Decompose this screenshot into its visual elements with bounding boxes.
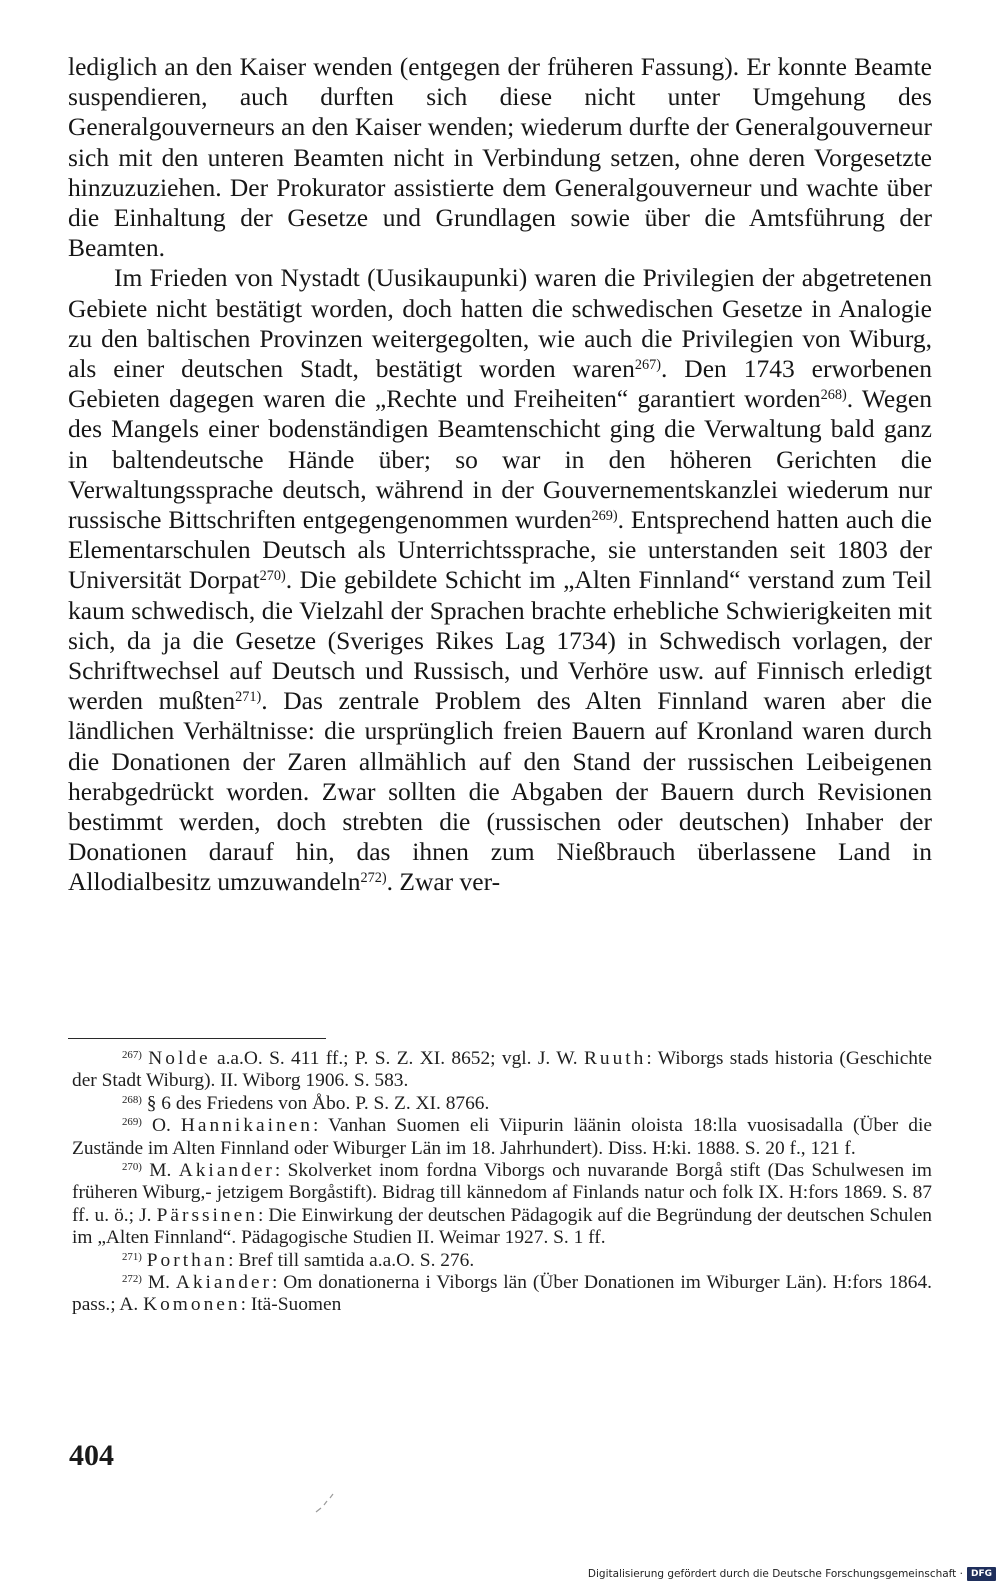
text-run: . Entsprechend hatten auch die Elementarschulen Deutsch als Unterrichtssprache, sie unterstanden seit 1803 der Universität Dorpat <box>68 505 932 595</box>
footnote-272 <box>72 1272 932 1317</box>
text-run: . Den 1743 erworbenen Gebieten dagegen waren die „Rechte und Freiheiten“ garantiert worden <box>68 354 932 414</box>
text-run: . Das zentrale Problem des Alten Finnland waren aber die ländlichen Verhältnisse: die ursprünglich freien Bauern auf Kronland waren durch die Donationen der Zaren allmählich auf den Stand der russischen Leibeigenen herabgedrückt worden. Zwar sollten die Abgaben der Bauern durch Revisionen bestimmt werden, doch strebten die (russischen oder deutschen) Inhaber der Donationen darauf hin, das ihnen zum Nießbrauch überlassene Land in Allodialbesitz umzuwandeln <box>68 686 933 897</box>
text-run: M. <box>147 1272 176 1294</box>
footnote-reference: 270) <box>259 568 286 585</box>
digitization-credit-text: Digitalisierung gefördert durch die Deutsche Forschungsgemeinschaft · <box>587 1568 963 1580</box>
body-paragraph-1 <box>68 52 932 263</box>
footnote-269 <box>72 1115 932 1160</box>
footnote-reference: 272) <box>360 870 387 887</box>
text-run: : Wiborgs stads historia (Geschichte der Stadt Wiburg). II. Wiborg 1906. S. 583. <box>72 1048 932 1092</box>
footnote-number: 268) <box>122 1093 142 1106</box>
footnote-267 <box>72 1048 932 1093</box>
text-run: . Wegen des Mangels einer bodenständigen Beamtenschicht ging die Verwaltung bald ganz in baltendeutsche Hände über; so war in den höheren Gerichten die Verwaltungssprache deutsch, während in der Gouvernementskanzlei wiederum nur russische Bittschriften entgegengenommen wurden <box>68 384 932 535</box>
footnote-number: 270) <box>122 1161 142 1174</box>
text-run: : Skolverket inom fordna Viborgs och nuvarande Borgå stift (Das Schulwesen im früheren Wiburg,- jetzigem Borgåstift). Bidrag till kännedom af Finlands natur och folk IX. H:fors 1869. S. 87 ff. u. ö.; J. <box>72 1160 933 1226</box>
author-name: Nolde <box>148 1048 211 1069</box>
footnote-number: 269) <box>122 1116 142 1129</box>
text-run: O. <box>151 1115 181 1137</box>
footnote-separator <box>68 1038 326 1039</box>
author-name: Akiander <box>178 1160 275 1182</box>
body-text <box>68 52 932 898</box>
author-name: Hannikainen <box>180 1115 313 1137</box>
text-run: : Vanhan Suomen eli Viipurin läänin oloista 18:lla vuosisadalla (Über die Zustände im Alten Finnland oder Wiburger Län im 18. Jahrhundert). Diss. H:ki. 1888. S. 20 f., 121 f. <box>72 1115 932 1159</box>
text-run: : Om donationerna i Viborgs län (Über Donationen im Wiburger Län). H:fors 1864. pass.; A. <box>72 1272 932 1316</box>
digitization-credit <box>588 1566 996 1582</box>
author-name: Pärssinen <box>156 1204 258 1226</box>
text-run: . Zwar ver- <box>386 867 501 897</box>
text-run: . Die gebildete Schicht im „Alten Finnland“ verstand zum Teil kaum schwedisch, die Vielzahl der Sprachen brachte erhebliche Schwierigkeiten mit sich, da ja die Gesetze (Sveriges Rikes Lag 1734) in Schwedisch vorlagen, der Schriftwechsel auf Deutsch und Russisch, und Verhöre usw. auf Finnisch erledigt werden mußten <box>68 565 932 716</box>
page-number: 404 <box>69 1439 114 1472</box>
text-run: : Die Einwirkung der deutschen Pädagogik auf die Begründung der deutschen Schulen im „Alten Finnland“. Pädagogische Studien II. Weimar 1927. S. 1 ff. <box>72 1204 932 1249</box>
text-run: Im Frieden von Nystadt (Uusikaupunki) waren die Privilegien der abgetretenen Gebiete nicht bestätigt worden, doch hatten die schwedischen Gesetze in Analogie zu den baltischen Provinzen weitergegolten, wie auch die Privilegien von Wiburg, als einer deutschen Stadt, bestätigt worden waren <box>68 263 932 384</box>
footnote-270 <box>72 1160 932 1250</box>
text-run: § 6 des Friedens von Åbo. P. S. Z. XI. 8766. <box>146 1092 490 1114</box>
text-run: lediglich an den Kaiser wenden (entgegen der früheren Fassung). Er konnte Beamte suspendieren, auch durften sich diese nicht unter Umgehung des Generalgouverneurs an den Kaiser wenden; wiederum durfte der Generalgouverneur sich mit den unteren Beamten nicht in Verbindung setzen, ohne deren Vorgesetzte hinzuzuziehen. Der Prokurator assistierte dem Generalgouverneur und wachte über die Einhaltung der Gesetze und Grundlagen sowie über die Amtsführung der Beamten. <box>68 52 932 263</box>
footnote-reference: 269) <box>591 508 618 525</box>
text-run: : Bref till samtida a.a.O. S. 276. <box>228 1249 475 1271</box>
text-run: a.a.O. S. 411 ff.; P. S. Z. XI. 8652; vgl. J. W. <box>210 1048 584 1069</box>
footnote-reference: 268) <box>820 387 847 404</box>
footnote-271 <box>72 1250 932 1272</box>
footnote-number: 271) <box>122 1250 142 1263</box>
text-run: M. <box>149 1160 179 1182</box>
footnote-number: 272) <box>122 1273 142 1286</box>
author-name: Komonen <box>143 1294 241 1316</box>
dfg-logo: DFG <box>967 1567 996 1581</box>
author-name: Ruuth <box>583 1048 647 1069</box>
footnote-number: 267) <box>122 1049 142 1062</box>
body-paragraph-2 <box>68 263 932 897</box>
author-name: Porthan <box>146 1249 229 1271</box>
footnote-reference: 267) <box>634 357 661 374</box>
author-name: Akiander <box>175 1272 272 1294</box>
scan-speck-mark <box>312 1488 338 1516</box>
footnote-reference: 271) <box>235 689 262 706</box>
footnote-268 <box>72 1093 932 1115</box>
footnotes <box>72 1048 932 1317</box>
text-run: : Itä-Suomen <box>240 1294 342 1316</box>
